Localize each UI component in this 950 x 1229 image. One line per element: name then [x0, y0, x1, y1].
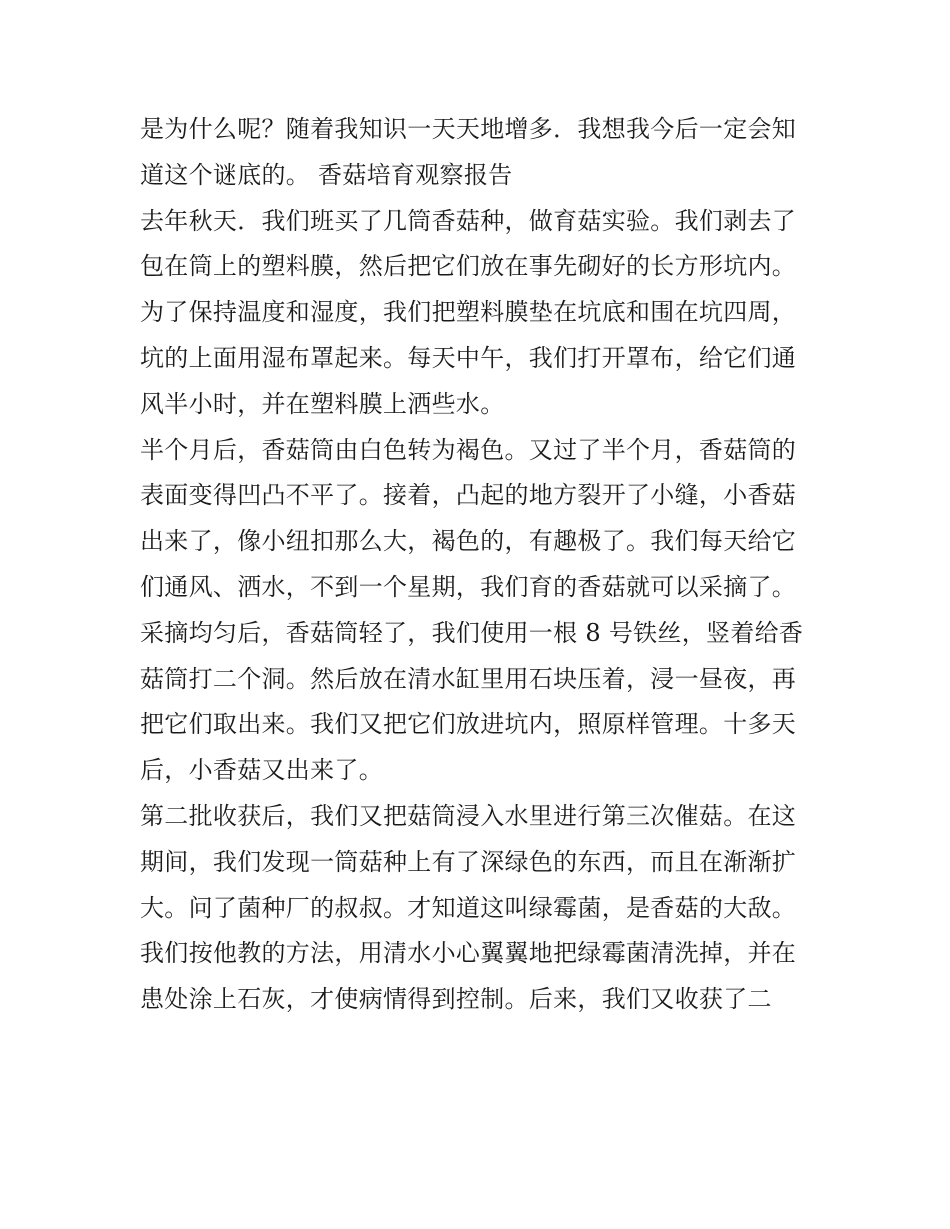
- text-line-13: 菇筒打二个洞。然后放在清水缸里用石块压着，浸一昼夜，再: [140, 664, 797, 693]
- text-line-17: 期间，我们发现一筒菇种上有了深绿色的东西，而且在渐渐扩: [140, 847, 797, 876]
- text-line-20: 患处涂上石灰，才使病情得到控制。后来，我们又收获了二: [140, 985, 772, 1014]
- text-line-15: 后，小香菇又出来了。: [140, 756, 383, 785]
- text-line-14: 把它们取出来。我们又把它们放进坑内，照原样管理。十多天: [140, 710, 797, 739]
- body-text: [140, 107, 820, 1023]
- text-line-19: 我们按他教的方法，用清水小心翼翼地把绿霉菌清洗掉，并在: [140, 939, 797, 968]
- text-line-16: 第二批收获后，我们又把菇筒浸入水里进行第三次催菇。在这: [140, 801, 797, 830]
- text-line-5: 为了保持温度和湿度，我们把塑料膜垫在坑底和围在坑四周，: [140, 298, 797, 327]
- text-line-3: 去年秋天．我们班买了几筒香菇种，做育菇实验。我们剥去了: [140, 206, 797, 235]
- text-line-6: 坑的上面用湿布罩起来。每天中午，我们打开罩布，给它们通: [140, 343, 797, 372]
- text-line-11: 们通风、洒水，不到一个星期，我们育的香菇就可以采摘了。: [140, 572, 797, 601]
- text-line-1: 是为什么呢？随着我知识一天天地增多．我想我今后一定会知: [140, 115, 797, 143]
- text-line-8: 半个月后，香菇筒由白色转为褐色。又过了半个月，香菇筒的: [140, 435, 797, 464]
- text-line-7: 风半小时，并在塑料膜上洒些水。: [140, 389, 505, 418]
- text-line-4: 包在筒上的塑料膜，然后把它们放在事先砌好的长方形坑内。: [140, 252, 797, 281]
- text-line-12: 采摘均匀后，香菇筒轻了，我们使用一根 8 号铁丝，竖着给香: [140, 618, 804, 647]
- text-line-9: 表面变得凹凸不平了。接着，凸起的地方裂开了小缝，小香菇: [140, 481, 797, 510]
- text-line-18: 大。问了菌种厂的叔叔。才知道这叫绿霉菌，是香菇的大敌。: [140, 893, 797, 922]
- text-line-2: 道这个谜底的。 香菇培育观察报告: [140, 160, 513, 189]
- text-line-10: 出来了，像小纽扣那么大，褐色的，有趣极了。我们每天给它: [140, 527, 797, 556]
